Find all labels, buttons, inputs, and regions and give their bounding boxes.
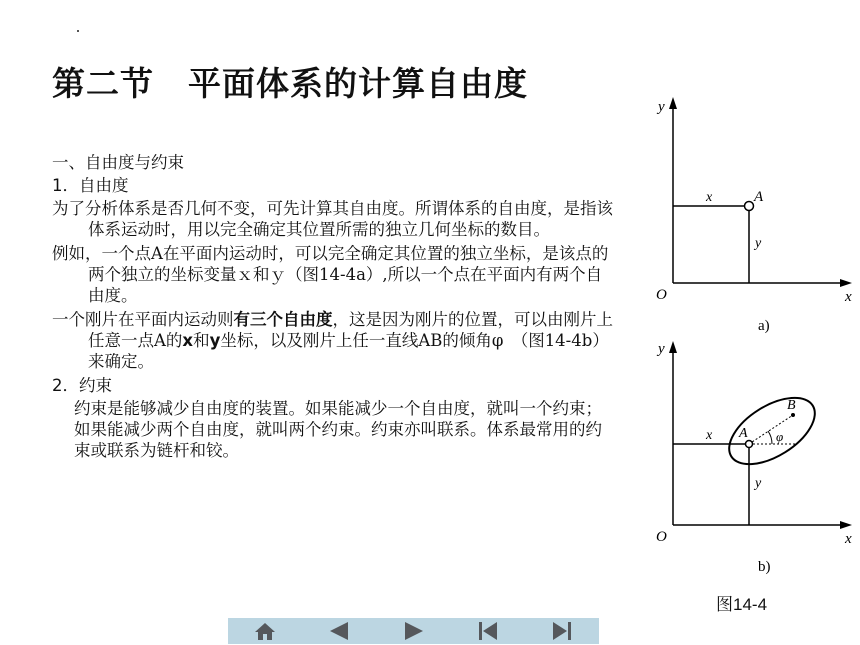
paragraph-constraint: 约束是能够减少自由度的装置。如果能减少一个自由度，就叫一个约束；如果能减少两个自由度，就叫两个约束。约束亦叫联系。体系最常用的约束或联系为链杆和铰。 bbox=[74, 399, 602, 460]
x-coord-label-a: x bbox=[706, 190, 713, 205]
subsection-heading-constraint: 2．约束 bbox=[52, 376, 112, 395]
x-variable: x bbox=[182, 331, 194, 350]
x-arrow-b bbox=[840, 521, 852, 529]
figure-b bbox=[656, 341, 852, 575]
line-ab bbox=[749, 415, 793, 444]
next-icon bbox=[403, 621, 425, 641]
point-a-b bbox=[746, 441, 753, 448]
point-label-a: A bbox=[754, 189, 764, 205]
rigid-body-text-2: ，这是因为刚片的位置，可以由刚片上任意一点A的 bbox=[88, 310, 613, 350]
next-button[interactable] bbox=[376, 618, 450, 644]
x-axis-label-b: x bbox=[845, 531, 852, 547]
point-b-label: B bbox=[787, 398, 796, 413]
origin-label-a: O bbox=[656, 287, 667, 303]
subfigure-label-a: a) bbox=[758, 318, 770, 334]
y-variable: y bbox=[209, 331, 221, 350]
figure-a bbox=[656, 97, 852, 334]
first-page-button[interactable] bbox=[451, 618, 525, 644]
subsection-heading-freedom: 1．自由度 bbox=[52, 176, 129, 195]
y-coord-label-a: y bbox=[755, 236, 762, 251]
figure-14-4 bbox=[640, 95, 860, 585]
paragraph-point-example: 例如，一个点A在平面内运动时，可以完全确定其位置的独立坐标，是该点的两个独立的坐标变量ｘ和ｙ（图14-4a）,所以一个点在平面内有两个自由度。 bbox=[52, 244, 609, 305]
y-arrow-b bbox=[669, 341, 677, 353]
rigid-body-emphasis: 有三个自由度 bbox=[233, 310, 333, 329]
navigation-bar bbox=[228, 618, 599, 644]
y-coord-label-b: y bbox=[755, 476, 762, 491]
y-axis-label-a: y bbox=[658, 99, 665, 115]
last-page-button[interactable] bbox=[525, 618, 599, 644]
point-a bbox=[745, 202, 754, 211]
home-icon bbox=[254, 621, 276, 641]
point-a-label-b: A bbox=[739, 426, 748, 441]
last-icon bbox=[551, 621, 573, 641]
x-axis-label-a: x bbox=[845, 289, 852, 305]
angle-label: φ bbox=[776, 429, 784, 444]
previous-button[interactable] bbox=[302, 618, 376, 644]
home-button[interactable] bbox=[228, 618, 302, 644]
section-heading-1: 一、自由度与约束 bbox=[52, 153, 184, 172]
decorative-dot bbox=[77, 30, 79, 32]
paragraph-definition: 为了分析体系是否几何不变，可先计算其自由度。所谓体系的自由度，是指该体系运动时，用以完全确定其位置所需的独立几何坐标的数目。 bbox=[52, 199, 613, 239]
first-icon bbox=[477, 621, 499, 641]
previous-icon bbox=[328, 621, 350, 641]
origin-label-b: O bbox=[656, 529, 667, 545]
point-b bbox=[791, 413, 795, 417]
angle-arc bbox=[768, 431, 772, 444]
subfigure-label-b: b) bbox=[758, 559, 771, 575]
rigid-body-text-and: 和 bbox=[193, 331, 210, 350]
paragraph-rigid-body bbox=[52, 309, 617, 372]
y-arrow-a bbox=[669, 97, 677, 109]
rigid-body-text-1: 一个刚片在平面内运动则 bbox=[52, 310, 234, 329]
text-body bbox=[52, 152, 617, 464]
page-title: 第二节 平面体系的计算自由度 bbox=[52, 64, 528, 103]
y-axis-label-b: y bbox=[658, 341, 665, 357]
figure-caption: 图14-4 bbox=[716, 595, 768, 614]
rigid-body-text-3: 坐标，以及刚片上任一直线AB的倾角φ （图14-4b）来确定。 bbox=[88, 331, 609, 371]
x-coord-label-b: x bbox=[706, 428, 713, 443]
x-arrow-a bbox=[840, 279, 852, 287]
rigid-body bbox=[718, 384, 826, 477]
